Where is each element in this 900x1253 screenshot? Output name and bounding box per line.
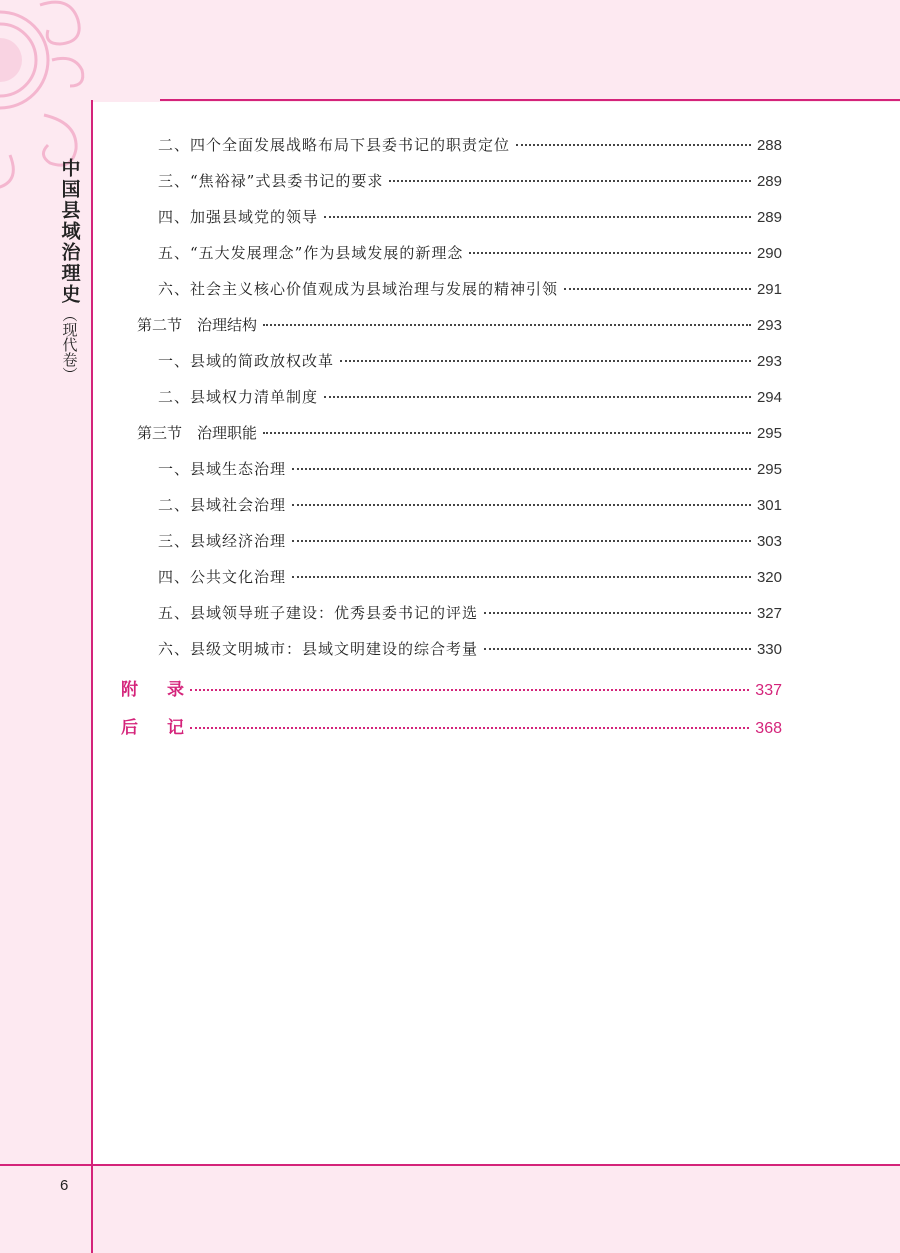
- toc-entry-label: 五、“五大发展理念”作为县域发展的新理念: [158, 244, 464, 262]
- toc-entry-label: 一、县域的简政放权改革: [158, 352, 335, 370]
- toc-entry: [158, 386, 782, 407]
- toc-leader: [564, 288, 751, 290]
- toc-entry-label: 三、县域经济治理: [158, 532, 287, 550]
- toc-entry: [158, 170, 782, 191]
- toc-entry-label: 二、县域社会治理: [158, 496, 287, 514]
- toc-entry-page: 294: [756, 389, 782, 406]
- toc-entry-label: 五、县域领导班子建设：优秀县委书记的评选: [158, 604, 479, 622]
- toc-entry-label: 附 录: [121, 680, 190, 700]
- toc-entry-page: 337: [755, 682, 782, 699]
- toc-entry: [158, 530, 782, 551]
- toc-leader: [389, 180, 751, 182]
- running-title-sub: （现代卷）: [60, 307, 79, 382]
- toc-leader: [292, 504, 751, 506]
- toc-entry: [158, 602, 782, 623]
- toc-entry-page: 293: [756, 353, 782, 370]
- toc-entry-page: 327: [756, 605, 782, 622]
- toc-entry: [158, 566, 782, 587]
- page-number: 6: [60, 1177, 69, 1194]
- toc-entry-page: 368: [755, 720, 782, 737]
- running-title-main: 中国县域治理史: [58, 158, 81, 305]
- toc-entry: [158, 638, 782, 659]
- toc-afterword-entry: [121, 713, 782, 738]
- toc-entry-label: 二、县域权力清单制度: [158, 388, 319, 406]
- toc-leader: [484, 648, 751, 650]
- toc-entry-label: 一、县域生态治理: [158, 460, 287, 478]
- toc-entry-page: 289: [756, 209, 782, 226]
- toc-entry: [158, 458, 782, 479]
- toc-entry-page: 290: [756, 245, 782, 262]
- toc-leader: [292, 468, 751, 470]
- toc-entry-page: 301: [756, 497, 782, 514]
- toc-appendix-entry: [121, 675, 782, 700]
- toc-entry: [158, 278, 782, 299]
- toc-entry-label: 后 记: [121, 718, 190, 738]
- toc-section-entry: [137, 422, 782, 443]
- toc-entry-label: 四、加强县域党的领导: [158, 208, 319, 226]
- toc-leader: [324, 216, 751, 218]
- toc-leader: [263, 432, 751, 434]
- toc-leader: [190, 727, 749, 729]
- toc-leader: [469, 252, 751, 254]
- toc-entry-label: 二、四个全面发展战略布局下县委书记的职责定位: [158, 136, 511, 154]
- toc-entry-label: 四、公共文化治理: [158, 568, 287, 586]
- toc-entry: [158, 206, 782, 227]
- toc-entry-label: 六、县级文明城市：县域文明建设的综合考量: [158, 640, 479, 658]
- footer-rule: [0, 1164, 900, 1166]
- toc-entry-page: 293: [756, 317, 782, 334]
- toc-entry-page: 295: [756, 461, 782, 478]
- toc-entry: [158, 134, 782, 155]
- toc-entry-page: 289: [756, 173, 782, 190]
- toc-entry-page: 303: [756, 533, 782, 550]
- toc-leader: [190, 689, 749, 691]
- toc-entry-page: 291: [756, 281, 782, 298]
- toc-leader: [324, 396, 751, 398]
- toc-leader: [484, 612, 751, 614]
- toc-leader: [263, 324, 751, 326]
- toc-leader: [340, 360, 751, 362]
- toc-entry-page: 330: [756, 641, 782, 658]
- toc-entry-page: 288: [756, 137, 782, 154]
- toc-entry-page: 320: [756, 569, 782, 586]
- toc-entry: [158, 242, 782, 263]
- toc-leader: [516, 144, 751, 146]
- toc-entry-label: 三、“焦裕禄”式县委书记的要求: [158, 172, 384, 190]
- toc-entry: [158, 350, 782, 371]
- toc-entry-label: 第三节 治理职能: [137, 424, 258, 442]
- toc-entry-page: 295: [756, 425, 782, 442]
- toc-entry: [158, 494, 782, 515]
- toc-leader: [292, 540, 751, 542]
- toc-entry-label: 六、社会主义核心价值观成为县域治理与发展的精神引领: [158, 280, 559, 298]
- toc-leader: [292, 576, 751, 578]
- toc-entry-label: 第二节 治理结构: [137, 316, 258, 334]
- toc-section-entry: [137, 314, 782, 335]
